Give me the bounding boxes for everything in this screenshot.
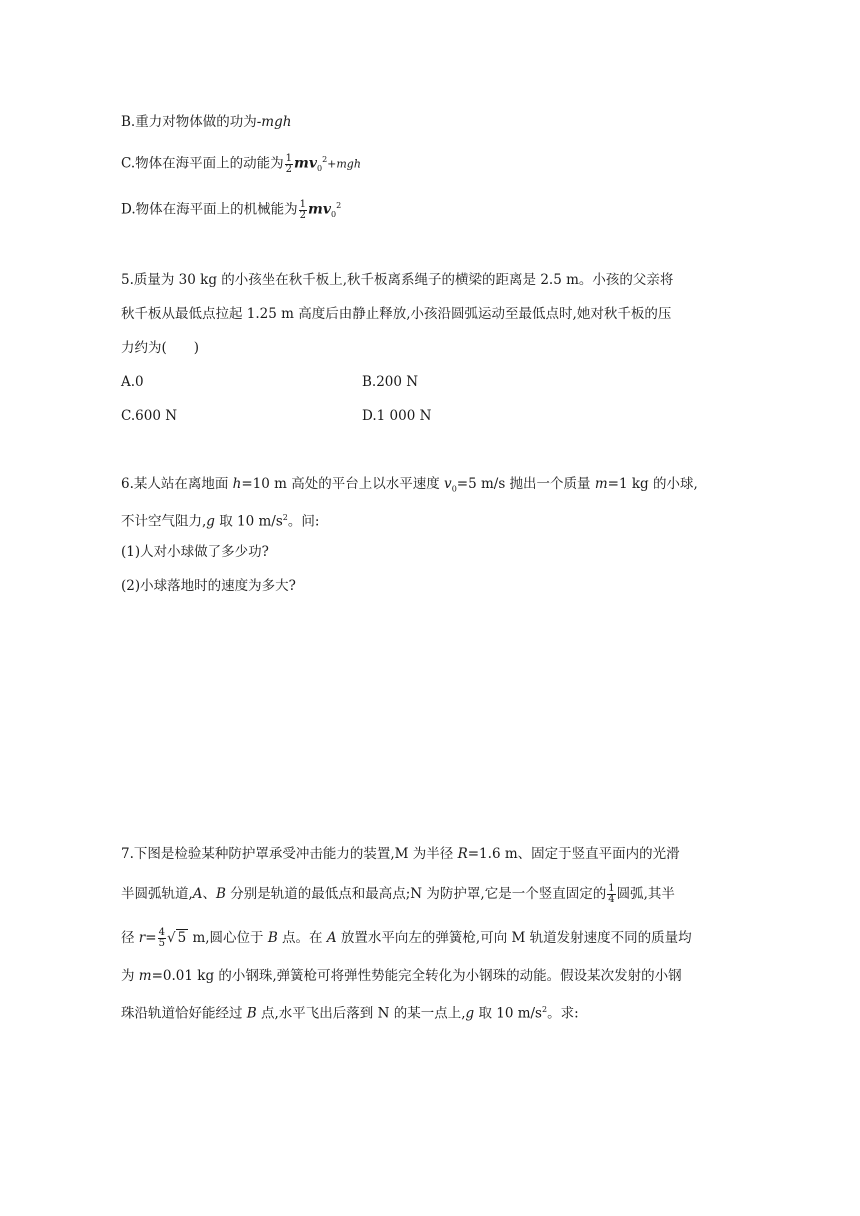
var-r: r [138,930,146,946]
text: 分别是轨道的最低点和最高点;N 为防护罩,它是一个竖直固定的 [225,886,607,902]
q5-line-2: 秋千板从最低点拉起 1.25 m 高度后由静止释放,小孩沿圆弧运动至最低点时,她对秋千板的压 [121,306,672,322]
fraction-numerator: 1 [299,198,307,210]
subscript: 0 [451,484,457,494]
q5-options-row-1 [121,372,419,392]
subscript: 0 [330,210,337,220]
text: =1 kg 的小球, [607,476,698,492]
fraction-denominator: 4 [608,894,615,905]
superscript: 2 [282,513,288,522]
fraction-denominator: 2 [285,163,293,175]
q4-option-b-expr: -mgh [256,114,292,130]
q5-option-b: B.200 N [362,374,419,390]
q7-line-4 [121,966,682,986]
q5-option-c: C.600 N [121,408,178,424]
square-root [167,928,188,948]
q4-option-d-text: D.物体在海平面上的机械能为 [121,201,298,218]
q6-line-2 [121,508,319,532]
text: 放置水平向左的弹簧枪,可向 M 轨道发射速度不同的质量均 [336,930,692,946]
fraction-numerator: 1 [608,883,615,894]
fraction-numerator: 1 [285,152,293,164]
q6-line-1 [121,474,698,500]
var-B: B [216,886,226,902]
q4-option-d [121,196,341,225]
fraction-denominator: 5 [158,938,165,949]
text: 。问: [287,513,320,530]
q4-option-d-fraction [299,200,307,221]
var-A: A [192,886,203,902]
var-R: R [457,846,468,862]
fraction-numerator: 4 [158,927,165,938]
q4-option-b [121,112,291,132]
text: 。求: [547,1005,579,1022]
q7-line-2 [121,884,675,905]
q5-option-d: D.1 000 N [362,408,432,424]
radius-fraction [158,928,166,949]
text: 不计空气阻力, [121,513,207,530]
text: 珠沿轨道恰好能经过 [121,1005,247,1022]
q5-line-3: 力约为( ) [121,340,200,356]
sqrt-sign: √ [166,930,176,946]
radicand: 5 [177,930,187,946]
q6-sub-question-2: (2)小球落地时的速度为多大? [121,578,296,594]
var-m: m [594,476,608,492]
var-B: B [267,930,278,946]
text: 取 10 m/s [474,1005,542,1022]
var-A: A [326,930,337,946]
q4-option-c [121,150,361,179]
text: 径 [121,930,139,946]
math-mv: mv [294,155,317,172]
superscript: 2 [322,155,328,164]
q7-line-5 [121,1000,579,1024]
subscript: 0 [316,164,323,174]
text: 点,水平飞出后落到 N 的某一点上, [256,1005,466,1022]
text: 半圆弧轨道, [121,886,193,902]
fraction-denominator: 2 [299,209,307,221]
text: 7.下图是检验某种防护罩承受冲击能力的装置,M 为半径 [121,846,458,862]
var-h: h [232,476,242,492]
q7-line-1 [121,844,680,864]
quarter-fraction [607,884,615,905]
text: = [145,930,157,946]
q6-sub-question-1: (1)人对小球做了多少功? [121,544,269,560]
text: 6.某人站在离地面 [121,476,233,492]
text: 取 10 m/s [214,513,283,530]
var-g: g [206,513,215,530]
text: 圆弧,其半 [616,886,675,902]
text: 为 [121,968,139,984]
text: =5 m/s 抛出一个质量 [456,476,595,492]
q4-option-c-tail: +mgh [327,157,361,171]
q4-option-b-text: B.重力对物体做的功为 [121,114,257,130]
q4-option-c-text: C.物体在海平面上的动能为 [121,155,284,172]
var-g: g [465,1005,475,1022]
math-mv: mv [308,201,331,218]
var-v: v [444,476,452,492]
superscript: 2 [542,1005,548,1014]
q4-option-c-fraction [285,154,293,175]
q5-line-1: 5.质量为 30 kg 的小孩坐在秋千板上,秋千板离系绳子的横梁的距离是 2.5 m。小孩的父亲将 [121,272,674,288]
superscript: 2 [336,201,342,210]
text: =10 m 高处的平台上以水平速度 [241,476,445,492]
q5-options-row-2 [121,406,432,426]
var-B: B [246,1005,257,1022]
text: 、 [202,886,217,902]
q5-option-a: A.0 [121,374,144,390]
text: 点。在 [277,930,327,946]
text: m,圆心位于 [188,930,268,946]
var-m: m [138,968,152,984]
text: =1.6 m、固定于竖直平面内的光滑 [467,846,680,862]
q7-line-3 [121,928,692,949]
text: =0.01 kg 的小钢珠,弹簧枪可将弹性势能完全转化为小钢珠的动能。假设某次发射的小钢 [151,968,682,984]
